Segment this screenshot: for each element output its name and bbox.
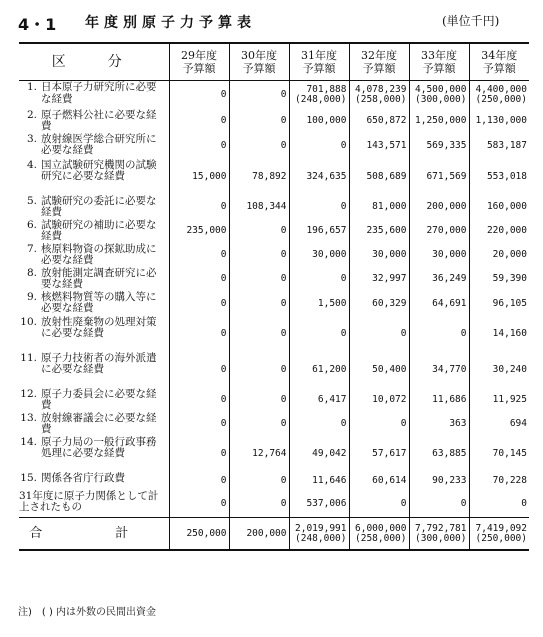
value-cell <box>409 109 469 133</box>
section-number: 4・1 <box>18 15 57 34</box>
total-private-investment: (300,000) <box>415 533 467 544</box>
budget-value: 324,635 <box>306 171 347 182</box>
row-index: 1. <box>26 81 37 93</box>
value-cell <box>349 316 409 352</box>
budget-value: 0 <box>220 448 227 459</box>
value-cell <box>289 219 349 243</box>
table-body <box>19 81 529 551</box>
budget-value: 32,997 <box>372 273 407 284</box>
value-cell <box>469 133 529 159</box>
row-label <box>19 472 169 490</box>
value-cell <box>289 436 349 472</box>
budget-value: 0 <box>220 328 227 339</box>
column-header: 29年度 予算額 <box>169 43 229 81</box>
budget-value: 0 <box>280 394 287 405</box>
row-label <box>19 219 169 243</box>
budget-value: 363 <box>449 418 467 429</box>
table-row <box>19 412 529 436</box>
total-cell <box>349 518 409 551</box>
budget-value: 0 <box>220 140 227 151</box>
value-cell <box>229 267 289 291</box>
total-private-investment: (250,000) <box>475 533 527 544</box>
table-row <box>19 490 529 518</box>
budget-value: 34,770 <box>432 364 467 375</box>
value-cell <box>229 159 289 195</box>
budget-value: 0 <box>280 249 287 260</box>
column-header: 区 分 <box>19 43 169 81</box>
private-investment-value: (258,000) <box>355 94 407 106</box>
budget-value: 30,000 <box>312 249 347 260</box>
budget-value: 0 <box>460 497 467 509</box>
total-private-investment: (248,000) <box>295 533 347 544</box>
row-index: 12. <box>20 387 37 400</box>
total-cell <box>229 518 289 551</box>
total-cell <box>289 518 349 551</box>
value-cell <box>349 159 409 195</box>
value-cell <box>469 195 529 219</box>
row-name: 原子力局の一般行政事務処理に必要な経費 <box>41 435 157 459</box>
budget-value: 50,400 <box>372 364 407 375</box>
value-cell <box>169 243 229 267</box>
row-index: 10. <box>20 315 37 328</box>
table-row <box>19 219 529 243</box>
value-cell <box>289 316 349 352</box>
budget-value: 11,646 <box>312 475 347 486</box>
value-cell <box>349 195 409 219</box>
table-row <box>19 291 529 316</box>
budget-value: 0 <box>340 418 347 429</box>
budget-value: 0 <box>280 273 287 284</box>
row-name: 原子力委員会に必要な経費 <box>41 387 157 411</box>
value-cell <box>409 316 469 352</box>
value-cell <box>289 472 349 490</box>
row-label <box>19 291 169 316</box>
row-name: 日本原子力研究所に必要な経費 <box>41 81 157 105</box>
value-cell <box>289 412 349 436</box>
table-row <box>19 472 529 490</box>
value-cell <box>289 490 349 518</box>
private-investment-value: (300,000) <box>415 94 467 106</box>
private-investment-value: (248,000) <box>295 94 347 106</box>
value-cell <box>169 159 229 195</box>
value-cell <box>409 490 469 518</box>
total-cell <box>409 518 469 551</box>
value-cell <box>169 352 229 388</box>
budget-value: 11,925 <box>492 394 527 405</box>
budget-value: 61,200 <box>312 364 347 375</box>
row-name: 原子力技術者の海外派遣に必要な経費 <box>41 351 157 375</box>
value-cell <box>289 159 349 195</box>
row-name: 放射線審議会に必要な経費 <box>41 411 157 435</box>
value-cell <box>469 81 529 109</box>
budget-value: 15,000 <box>192 171 227 182</box>
row-index: 7. <box>26 242 37 255</box>
row-label <box>19 316 169 352</box>
total-row <box>19 518 529 551</box>
budget-value: 0 <box>340 273 347 284</box>
row-label <box>19 109 169 133</box>
budget-value: 4,078,239 <box>355 84 407 96</box>
value-cell <box>349 133 409 159</box>
budget-value: 0 <box>220 297 227 309</box>
row-name: 国立試験研究機関の試験研究に必要な経費 <box>41 158 157 182</box>
budget-value: 0 <box>280 89 287 101</box>
value-cell <box>169 219 229 243</box>
row-label <box>19 412 169 436</box>
budget-value: 30,000 <box>372 249 407 260</box>
value-cell <box>409 472 469 490</box>
row-label <box>19 243 169 267</box>
row-index: 11. <box>20 351 37 364</box>
row-index: 9. <box>26 290 37 303</box>
value-cell <box>229 388 289 412</box>
value-cell <box>409 436 469 472</box>
value-cell <box>229 291 289 316</box>
value-cell <box>229 436 289 472</box>
row-label <box>19 195 169 219</box>
budget-value: 20,000 <box>492 249 527 260</box>
value-cell <box>409 219 469 243</box>
budget-value: 14,160 <box>492 328 527 339</box>
budget-value: 200,000 <box>426 201 467 212</box>
budget-value: 30,000 <box>432 249 467 260</box>
budget-value: 1,130,000 <box>475 115 527 126</box>
footnote: 注) ( ) 内は外数の民間出資金 <box>18 607 157 618</box>
row-label <box>19 388 169 412</box>
budget-value: 0 <box>220 364 227 375</box>
value-cell <box>229 316 289 352</box>
budget-value: 57,617 <box>372 448 407 459</box>
row-label <box>19 436 169 472</box>
budget-value: 0 <box>220 418 227 429</box>
value-cell <box>409 243 469 267</box>
budget-value: 81,000 <box>372 201 407 212</box>
table-row <box>19 267 529 291</box>
budget-value: 0 <box>220 89 227 101</box>
column-header: 31年度 予算額 <box>289 43 349 81</box>
value-cell <box>469 291 529 316</box>
budget-value: 70,228 <box>492 475 527 486</box>
table-row <box>19 81 529 109</box>
value-cell <box>229 219 289 243</box>
budget-value: 0 <box>400 497 407 509</box>
budget-value: 0 <box>220 201 227 212</box>
budget-value: 64,691 <box>432 297 467 309</box>
value-cell <box>469 243 529 267</box>
value-cell <box>169 195 229 219</box>
value-cell <box>289 81 349 109</box>
row-name: 試験研究の委託に必要な経費 <box>41 194 157 218</box>
row-index: 13. <box>20 411 37 424</box>
unit-label: (単位千円) <box>442 14 500 28</box>
budget-value: 0 <box>400 328 407 339</box>
private-investment-value: (250,000) <box>475 94 527 106</box>
value-cell <box>349 412 409 436</box>
table-title: 年度別原子力予算表 <box>85 15 256 31</box>
value-cell <box>229 109 289 133</box>
value-cell <box>469 219 529 243</box>
value-cell <box>169 436 229 472</box>
budget-table <box>19 42 529 551</box>
value-cell <box>469 472 529 490</box>
budget-value: 4,400,000 <box>475 84 527 96</box>
value-cell <box>349 436 409 472</box>
row-label <box>19 490 169 518</box>
value-cell <box>229 412 289 436</box>
budget-value: 569,335 <box>426 140 467 151</box>
budget-value: 0 <box>280 497 287 509</box>
value-cell <box>469 352 529 388</box>
row-label <box>19 267 169 291</box>
budget-value: 0 <box>280 475 287 486</box>
budget-value: 6,417 <box>317 394 347 405</box>
total-value: 7,792,781 <box>415 523 467 534</box>
budget-value: 0 <box>280 297 287 309</box>
value-cell <box>169 316 229 352</box>
budget-value: 0 <box>280 225 287 236</box>
value-cell <box>409 81 469 109</box>
budget-value: 0 <box>220 249 227 260</box>
budget-value: 0 <box>340 328 347 339</box>
row-name: 関係各省庁行政費 <box>41 471 125 484</box>
value-cell <box>409 412 469 436</box>
value-cell <box>229 352 289 388</box>
value-cell <box>469 388 529 412</box>
budget-value: 0 <box>220 475 227 486</box>
value-cell <box>349 352 409 388</box>
value-cell <box>349 81 409 109</box>
value-cell <box>229 195 289 219</box>
budget-value: 650,872 <box>366 115 407 126</box>
value-cell <box>229 472 289 490</box>
row-index: 6. <box>26 218 37 231</box>
budget-value: 100,000 <box>306 115 347 126</box>
table-row <box>19 436 529 472</box>
table-row <box>19 109 529 133</box>
budget-value: 0 <box>220 273 227 284</box>
budget-value: 0 <box>280 328 287 339</box>
budget-value: 694 <box>509 418 527 429</box>
row-name: 31年度に原子力関係として計上されたもの <box>19 489 159 513</box>
value-cell <box>409 195 469 219</box>
budget-value: 108,344 <box>246 201 287 212</box>
budget-value: 11,686 <box>432 394 467 405</box>
row-index: 14. <box>20 435 37 448</box>
budget-value: 701,888 <box>306 84 347 96</box>
value-cell <box>229 81 289 109</box>
header-row <box>19 43 529 81</box>
value-cell <box>349 472 409 490</box>
row-name: 放射性廃棄物の処理対策に必要な経費 <box>41 315 157 339</box>
column-header: 34年度 予算額 <box>469 43 529 81</box>
row-index: 2. <box>26 108 37 121</box>
budget-value: 0 <box>521 497 527 509</box>
total-value: 2,019,991 <box>295 523 347 534</box>
budget-value: 235,600 <box>366 225 407 236</box>
value-cell <box>469 159 529 195</box>
budget-value: 508,689 <box>366 171 407 182</box>
value-cell <box>349 109 409 133</box>
value-cell <box>169 388 229 412</box>
budget-value: 0 <box>460 328 467 339</box>
value-cell <box>169 81 229 109</box>
value-cell <box>289 109 349 133</box>
budget-value: 0 <box>280 418 287 429</box>
budget-value: 143,571 <box>366 140 407 151</box>
budget-value: 235,000 <box>186 225 227 236</box>
total-value: 200,000 <box>246 528 287 539</box>
budget-value: 90,233 <box>432 475 467 486</box>
budget-value: 96,105 <box>492 297 527 309</box>
budget-value: 49,042 <box>312 448 347 459</box>
value-cell <box>229 243 289 267</box>
row-name: 核燃料物質等の購入等に必要な経費 <box>41 290 157 314</box>
table-row <box>19 133 529 159</box>
value-cell <box>349 219 409 243</box>
value-cell <box>469 436 529 472</box>
value-cell <box>229 133 289 159</box>
column-header: 33年度 予算額 <box>409 43 469 81</box>
value-cell <box>289 267 349 291</box>
budget-value: 59,390 <box>492 273 527 284</box>
budget-value: 36,249 <box>432 273 467 284</box>
column-header: 32年度 予算額 <box>349 43 409 81</box>
row-label <box>19 159 169 195</box>
value-cell <box>169 291 229 316</box>
budget-value: 4,500,000 <box>415 84 467 96</box>
budget-value: 220,000 <box>486 225 527 236</box>
budget-value: 10,072 <box>372 394 407 405</box>
total-label: 合 計 <box>19 518 169 551</box>
budget-value: 553,018 <box>486 171 527 182</box>
value-cell <box>169 490 229 518</box>
value-cell <box>289 291 349 316</box>
budget-value: 70,145 <box>492 448 527 459</box>
budget-value: 196,657 <box>306 225 347 236</box>
total-value: 7,419,092 <box>475 523 527 534</box>
budget-value: 583,187 <box>486 140 527 151</box>
value-cell <box>409 133 469 159</box>
row-label <box>19 81 169 109</box>
value-cell <box>169 412 229 436</box>
budget-value: 537,006 <box>306 497 347 509</box>
value-cell <box>169 267 229 291</box>
value-cell <box>469 267 529 291</box>
budget-value: 0 <box>340 201 347 212</box>
budget-value: 671,569 <box>426 171 467 182</box>
row-index: 3. <box>26 132 37 145</box>
value-cell <box>169 472 229 490</box>
row-name: 試験研究の補助に必要な経費 <box>41 218 157 242</box>
value-cell <box>349 490 409 518</box>
table-row <box>19 195 529 219</box>
budget-value: 1,500 <box>317 297 347 309</box>
value-cell <box>349 267 409 291</box>
budget-value: 30,240 <box>492 364 527 375</box>
row-index: 8. <box>26 266 37 279</box>
row-name: 核原料物資の探鉱助成に必要な経費 <box>41 242 157 266</box>
value-cell <box>409 388 469 412</box>
value-cell <box>289 243 349 267</box>
table-row <box>19 159 529 195</box>
table-row <box>19 316 529 352</box>
budget-value: 0 <box>220 394 227 405</box>
row-label <box>19 352 169 388</box>
value-cell <box>409 267 469 291</box>
budget-value: 0 <box>400 418 407 429</box>
row-index: 5. <box>26 194 37 207</box>
value-cell <box>349 388 409 412</box>
value-cell <box>229 490 289 518</box>
budget-value: 0 <box>280 115 287 126</box>
budget-value: 12,764 <box>252 448 287 459</box>
budget-value: 0 <box>220 497 227 509</box>
budget-value: 0 <box>280 140 287 151</box>
value-cell <box>349 291 409 316</box>
value-cell <box>469 412 529 436</box>
column-header: 30年度 予算額 <box>229 43 289 81</box>
value-cell <box>469 490 529 518</box>
total-cell <box>469 518 529 551</box>
value-cell <box>169 109 229 133</box>
budget-value: 270,000 <box>426 225 467 236</box>
budget-value: 78,892 <box>252 171 287 182</box>
total-cell <box>169 518 229 551</box>
budget-value: 1,250,000 <box>415 115 467 126</box>
value-cell <box>289 388 349 412</box>
value-cell <box>469 109 529 133</box>
value-cell <box>289 133 349 159</box>
value-cell <box>289 195 349 219</box>
value-cell <box>289 352 349 388</box>
value-cell <box>409 159 469 195</box>
table-row <box>19 388 529 412</box>
budget-value: 63,885 <box>432 448 467 459</box>
value-cell <box>409 291 469 316</box>
budget-value: 160,000 <box>486 201 527 212</box>
row-name: 放射線医学総合研究所に必要な経費 <box>41 132 157 156</box>
row-index: 15. <box>20 471 37 484</box>
value-cell <box>169 133 229 159</box>
row-label <box>19 133 169 159</box>
table-row <box>19 243 529 267</box>
value-cell <box>469 316 529 352</box>
budget-value: 0 <box>280 364 287 375</box>
row-name: 原子燃料公社に必要な経費 <box>41 108 157 132</box>
total-value: 6,000,000 <box>355 523 407 534</box>
table-row <box>19 352 529 388</box>
value-cell <box>349 243 409 267</box>
budget-value: 0 <box>340 140 347 151</box>
total-private-investment: (258,000) <box>355 533 407 544</box>
budget-value: 60,329 <box>372 297 407 309</box>
budget-value: 0 <box>220 115 227 126</box>
budget-value: 60,614 <box>372 475 407 486</box>
value-cell <box>409 352 469 388</box>
total-value: 250,000 <box>186 528 227 539</box>
row-index: 4. <box>26 158 37 171</box>
row-name: 放射能測定調査研究に必要な経費 <box>41 266 157 290</box>
